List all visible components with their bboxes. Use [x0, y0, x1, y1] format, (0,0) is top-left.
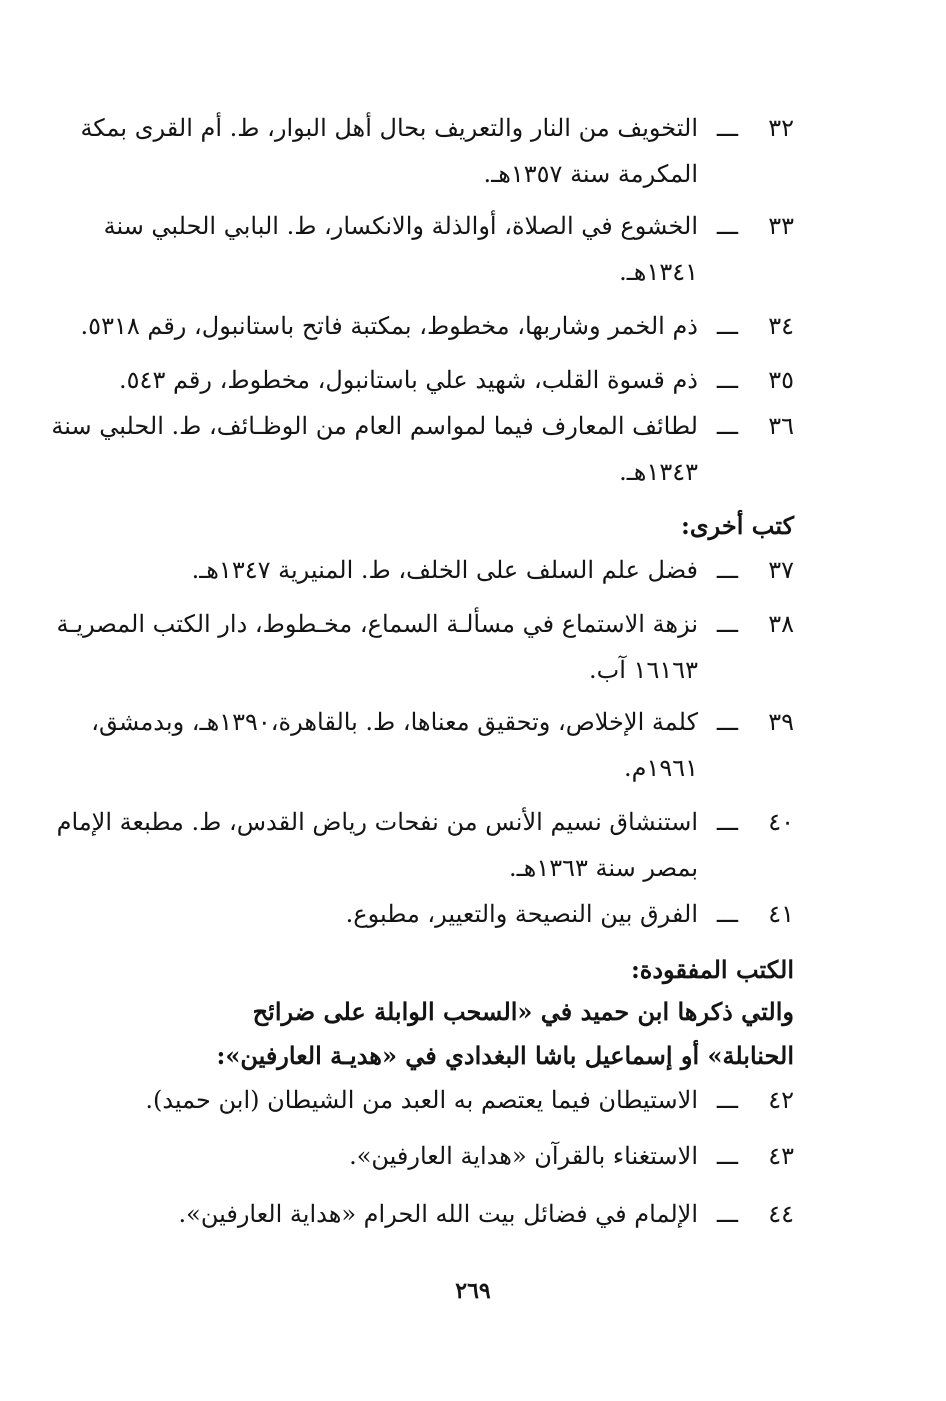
- page-number: ٢٦٩: [455, 1278, 491, 1304]
- item-text-line1: الخشوع في الصلاة، أوالذلة والانكسار، ط. البابي الحلبي سنة: [103, 212, 698, 240]
- item-number: ٣٨: [768, 610, 794, 638]
- item-number: ٤٢: [768, 1086, 794, 1114]
- item-text-line1: الاستيطان فيما يعتصم به العبد من الشيطان (ابن حميد).: [145, 1086, 698, 1114]
- item-text-line1: كلمة الإخلاص، وتحقيق معناها، ط. بالقاهرة،١٣٩٠هـ، وبدمشق،: [91, 708, 698, 736]
- item-dash: ـــ: [716, 708, 738, 736]
- item-text-line2: ١٣٤٣هـ.: [619, 458, 698, 486]
- section-heading-other-books: كتب أخرى:: [681, 511, 794, 540]
- item-dash: ـــ: [716, 366, 738, 394]
- item-dash: ـــ: [716, 312, 738, 340]
- item-number: ٣٧: [768, 556, 794, 584]
- item-text-line1: ذم قسوة القلب، شهيد علي باستانبول، مخطوط، رقم ٥٤٣.: [119, 366, 698, 394]
- item-text-line1: الإلمام في فضائل بيت الله الحرام «هداية العارفين».: [178, 1200, 698, 1228]
- item-text-line1: الاستغناء بالقرآن «هداية العارفين».: [349, 1142, 698, 1170]
- item-text-line2: المكرمة سنة ١٣٥٧هـ.: [483, 160, 698, 188]
- item-text-line1: لطائف المعارف فيما لمواسم العام من الوظـائف، ط. الحلبي سنة: [51, 412, 698, 440]
- section-description-line1: والتي ذكرها ابن حميد في «السحب الوابلة على ضرائح: [252, 997, 794, 1026]
- section-description-line2: الحنابلة» أو إسماعيل باشا البغدادي في «هديـة العارفين»:: [216, 1041, 794, 1070]
- item-text-line2: ١٣٤١هـ.: [619, 258, 698, 286]
- item-number: ٣٩: [768, 708, 794, 736]
- item-number: ٤٠: [768, 808, 794, 836]
- section-heading-lost-books: الكتب المفقودة:: [630, 955, 794, 984]
- item-text-line1: استنشاق نسيم الأنس من نفحات رياض القدس، ط. مطبعة الإمام: [56, 808, 698, 836]
- item-text-line1: فضل علم السلف على الخلف، ط. المنيرية ١٣٤٧هـ.: [191, 556, 698, 584]
- item-text-line1: نزهة الاستماع في مسألـة السماع، مخـطوط، دار الكتب المصريـة: [56, 610, 698, 638]
- item-text-line2: ١٩٦١م.: [623, 754, 698, 782]
- item-dash: ـــ: [716, 1086, 738, 1114]
- item-dash: ـــ: [716, 1142, 738, 1170]
- item-number: ٣٤: [768, 312, 794, 340]
- item-text-line1: الفرق بين النصيحة والتعيير، مطبوع.: [345, 900, 698, 928]
- item-dash: ـــ: [716, 610, 738, 638]
- item-number: ٣٣: [768, 212, 794, 240]
- item-number: ٤٣: [768, 1142, 794, 1170]
- item-dash: ـــ: [716, 900, 738, 928]
- item-dash: ـــ: [716, 556, 738, 584]
- item-number: ٤٤: [768, 1200, 794, 1228]
- item-number: ٣٢: [768, 114, 794, 142]
- item-text-line1: التخويف من النار والتعريف بحال أهل البوار، ط. أم القرى بمكة: [80, 114, 698, 142]
- item-dash: ـــ: [716, 114, 738, 142]
- item-number: ٣٦: [768, 412, 794, 440]
- item-text-line2: بمصر سنة ١٣٦٣هـ.: [509, 854, 698, 882]
- item-dash: ـــ: [716, 412, 738, 440]
- item-text-line1: ذم الخمر وشاربها، مخطوط، بمكتبة فاتح باستانبول، رقم ٥٣١٨.: [80, 312, 698, 340]
- item-number: ٣٥: [768, 366, 794, 394]
- item-text-line2: ١٦١٦٣ آب.: [589, 656, 698, 684]
- item-dash: ـــ: [716, 808, 738, 836]
- item-number: ٤١: [768, 900, 794, 928]
- item-dash: ـــ: [716, 1200, 738, 1228]
- item-dash: ـــ: [716, 212, 738, 240]
